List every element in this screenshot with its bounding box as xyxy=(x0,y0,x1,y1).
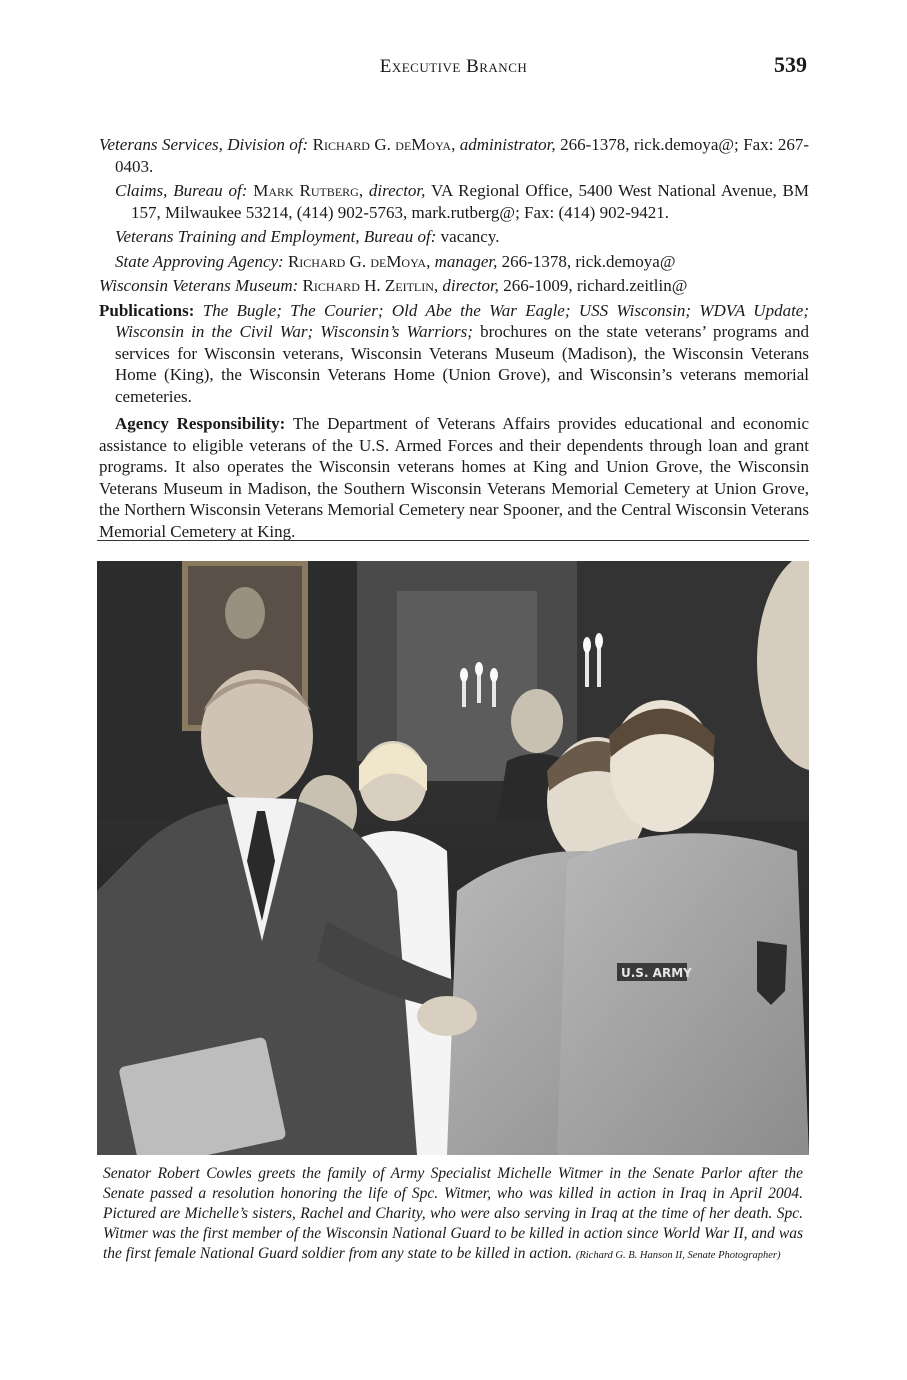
page-number: 539 xyxy=(774,52,807,77)
agency-responsibility-paragraph xyxy=(99,413,809,542)
entry-veterans-services xyxy=(99,134,809,177)
publication-titles: The Bugle; The Courier; Old Abe the War Eagle; USS Wisconsin; WDVA Update; Wisconsin in the Civil War; Wisconsin’s Warriors; xyxy=(115,300,810,341)
running-header: Executive Branch xyxy=(379,56,528,77)
responsibility-label: Agency Responsibility: xyxy=(115,414,286,433)
publications-paragraph xyxy=(99,300,809,408)
photograph xyxy=(97,561,809,1155)
publications-text: brochures on the state veterans’ programs and services for Wisconsin veterans, Wisconsin Veterans Museum (Madison), the Wisconsin Veterans Home (King), the Wisconsin Veterans Home (Union Grove), and Wisconsin’s veterans memorial cemeteries. xyxy=(115,322,809,406)
entry-approving-agency xyxy=(115,251,809,273)
contact-info: 266-1009, richard.zeitlin@ xyxy=(503,276,688,295)
photo-caption xyxy=(103,1164,803,1266)
unit-name: Veterans Services, Division of: xyxy=(99,135,309,154)
section-divider xyxy=(97,540,809,541)
photo-illustration xyxy=(97,561,809,1155)
person-role: director, xyxy=(368,181,426,200)
unit-name: State Approving Agency: xyxy=(115,251,284,271)
person-name: Richard G. deMoya, xyxy=(287,251,431,271)
handshake xyxy=(417,996,477,1036)
uniform-name-tape: U.S. ARMY xyxy=(621,966,692,980)
entry-training xyxy=(115,226,809,248)
person-name: Richard G. deMoya, xyxy=(312,135,456,154)
entry-claims xyxy=(115,180,809,223)
unit-name: Wisconsin Veterans Museum: xyxy=(99,276,299,295)
person-role: director, xyxy=(442,276,499,295)
photo-credit: (Richard G. B. Hanson II, Senate Photographer) xyxy=(575,1250,781,1261)
contact-info: VA Regional Office, 5400 West National Avenue, BM 157, Milwaukee 53214, (414) 902-5763, mark.rutberg@; Fax: (414) 902-9421. xyxy=(131,181,810,222)
directory-entries xyxy=(99,134,809,542)
unit-name: Veterans Training and Employment, Bureau of: xyxy=(115,227,437,246)
contact-info: 266-1378, rick.demoya@; Fax: 267-0403. xyxy=(115,135,809,176)
responsibility-text: The Department of Veterans Affairs provides educational and economic assistance to eligible veterans of the U.S. Armed Forces and their dependents through loan and grant programs. It also operates the Wisconsin veterans homes at King and Union Grove, the Wisconsin Veterans Museum in Madison, the Southern Wisconsin Veterans Memorial Cemetery at Union Grove, the Northern Wisconsin Veterans Memorial Cemetery near Spooner, and the Central Wisconsin Veterans Memorial Cemetery at King. xyxy=(99,414,809,541)
publications-label: Publications: xyxy=(99,300,195,320)
person-name: Richard H. Zeitlin, xyxy=(302,276,439,295)
person-name: Mark Rutberg, xyxy=(253,181,364,200)
contact-info: 266-1378, rick.demoya@ xyxy=(501,251,676,271)
person-role: manager, xyxy=(434,251,498,271)
wall-sconce xyxy=(460,662,498,707)
unit-name: Claims, Bureau of: xyxy=(115,181,248,200)
person-role: administrator, xyxy=(459,135,556,154)
entry-museum xyxy=(99,275,809,297)
contact-info: vacancy. xyxy=(440,227,500,246)
caption-text: Senator Robert Cowles greets the family of Army Specialist Michelle Witmer in the Senate Parlor after the Senate passed a resolution honoring the life of Spc. Witmer, who was killed in action in Iraq in April 2004. Pictured are Michelle’s sisters, Rachel and Charity, who were also serving in Iraq at the time of her death. Spc. Witmer was the first member of the Wisconsin National Guard to be killed in action since World War II, and was the first female National Guard soldier from any state to be killed in action. xyxy=(103,1165,803,1262)
